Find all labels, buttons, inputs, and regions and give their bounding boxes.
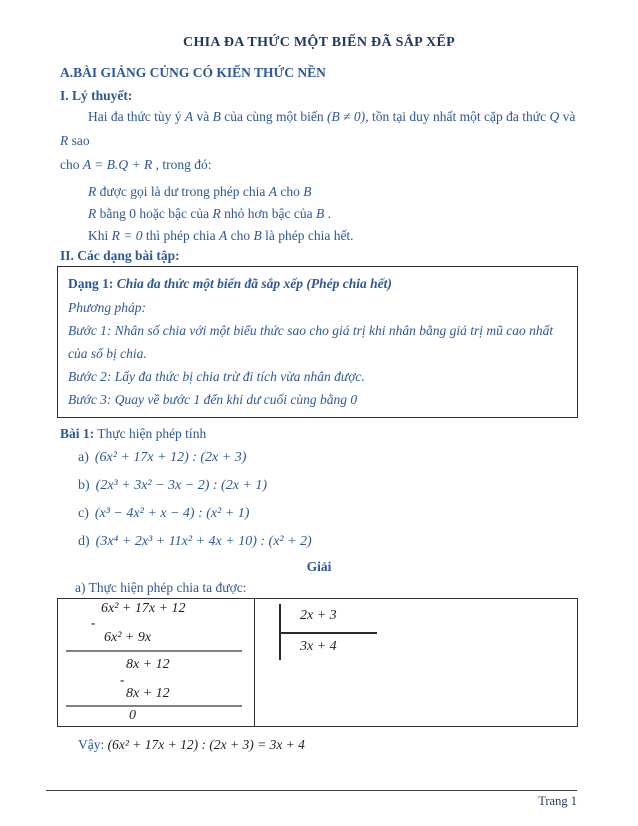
heading-section-a: A.BÀI GIẢNG CỦNG CÓ KIẾN THỨC NỀN	[60, 65, 326, 80]
dang1-step-2: Bước 2: Lấy đa thức bị chia trừ đi tích vừa nhân được.	[68, 369, 365, 384]
page-title: CHIA ĐA THỨC MỘT BIẾN ĐÃ SẮP XẾP	[183, 35, 455, 50]
theory-bullet-2: R bằng 0 hoặc bậc của R nhỏ hơn bậc của B .	[88, 206, 331, 221]
page-number: Trang 1	[538, 794, 577, 808]
subtraction-line-2	[66, 705, 242, 707]
theory-paragraph-1: Hai đa thức tùy ý A và B của cùng một biến (B ≠ 0), tồn tại duy nhất một cặp đa thức Q và R sao	[60, 109, 576, 148]
division-minus-sign-2: -	[120, 672, 125, 687]
conclusion-expression: (6x² + 17x + 12) : (2x + 3) = 3x + 4	[107, 737, 305, 752]
dang1-step-3: Bước 3: Quay về bước 1 đến khi dư cuối cùng bằng 0	[68, 392, 358, 407]
exercise-item-b-label: b)	[78, 478, 90, 493]
exercise-label: Bài 1:	[60, 426, 95, 441]
dang1-step-1: Bước 1: Nhân số chia với một biểu thức sao cho giá trị khi nhân bằng giá trị mũ cao nhất của số bị chia.	[68, 323, 554, 361]
division-remainder-1: 8x + 12	[126, 657, 170, 672]
dang1-label: Dạng 1:	[68, 276, 114, 291]
heading-exercise-types: II. Các dạng bài tập:	[60, 248, 180, 263]
exercise-item-c-expression: (x³ − 4x² + x − 4) : (x² + 1)	[94, 506, 250, 521]
table-cell-divider	[254, 599, 255, 726]
dang1-title	[68, 272, 567, 296]
solution-conclusion	[60, 734, 578, 756]
exercise-prompt: Thực hiện phép tính	[94, 426, 207, 441]
dang1-method-label: Phương pháp:	[68, 300, 146, 315]
exercise-item-c	[60, 500, 578, 528]
exercise-item-d-expression: (3x⁴ + 2x³ + 11x² + 4x + 10) : (x² + 2)	[95, 534, 312, 549]
exercise-item-a-expression: (6x² + 17x + 12) : (2x + 3)	[94, 450, 247, 465]
division-remainder-2: 0	[129, 708, 136, 723]
division-dividend: 6x² + 17x + 12	[101, 601, 186, 616]
exercise-item-b-expression: (2x³ + 3x² − 3x − 2) : (2x + 1)	[95, 478, 268, 493]
division-bracket-horizontal	[279, 632, 377, 634]
dang1-title-text: Chia đa thức một biến đã sắp xếp (Phép chia hết)	[113, 276, 392, 291]
document-content	[60, 34, 578, 756]
conclusion-label: Vậy:	[78, 737, 105, 752]
theory-bullet-1: R được gọi là dư trong phép chia A cho B	[88, 184, 312, 199]
exercise-item-d-label: d)	[78, 534, 90, 549]
division-minus-sign-1: -	[91, 615, 96, 630]
theory-paragraph-2: cho A = B.Q + R , trong đó:	[60, 157, 212, 172]
division-subtrahend-1: 6x² + 9x	[104, 630, 152, 645]
solution-intro: a) Thực hiện phép chia ta được:	[75, 580, 247, 595]
exercise-item-c-label: c)	[78, 506, 89, 521]
exercise-item-a	[60, 444, 578, 472]
solution-heading: Giải	[306, 559, 332, 574]
division-divisor: 2x + 3	[300, 608, 337, 623]
page-footer	[46, 790, 577, 809]
exercise-item-d	[60, 528, 578, 556]
heading-theory: I. Lý thuyết:	[60, 88, 133, 103]
exercise-item-a-label: a)	[78, 450, 89, 465]
division-quotient: 3x + 4	[300, 639, 337, 654]
exercise-heading	[60, 424, 578, 444]
dang1-method-box	[57, 266, 578, 418]
theory-bullet-3: Khi R = 0 thì phép chia A cho B là phép chia hết.	[88, 228, 354, 243]
exercise-item-b	[60, 472, 578, 500]
division-subtrahend-2: 8x + 12	[126, 686, 170, 701]
subtraction-line-1	[66, 650, 242, 652]
long-division-table	[57, 598, 578, 727]
